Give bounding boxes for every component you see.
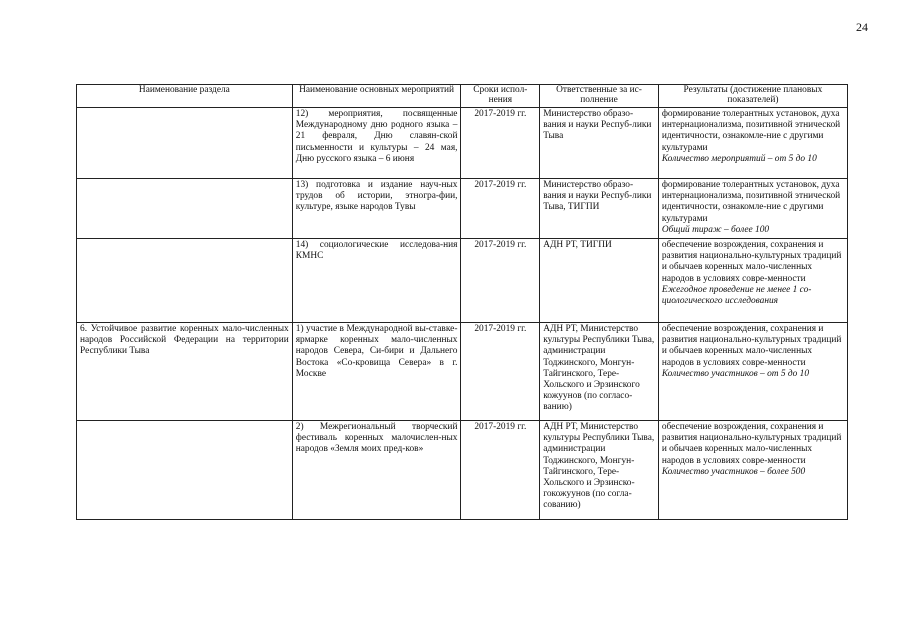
table-row <box>77 179 848 239</box>
activities-table <box>76 84 848 520</box>
header-section: Наименование раздела <box>77 85 293 108</box>
table-header-row <box>77 85 848 108</box>
table-row <box>77 239 848 323</box>
result-cell <box>658 179 847 239</box>
result-cell <box>658 108 847 179</box>
deadline-cell: 2017-2019 гг. <box>461 108 540 179</box>
responsible-cell: АДН РТ, ТИГПИ <box>540 239 659 323</box>
header-responsible: Ответственные за ис-полнение <box>540 85 659 108</box>
activity-cell: 2) Межрегиональный творческий фестиваль коренных малочислен-ных народов «Земля моих пред-ков» <box>292 421 461 520</box>
responsible-cell: Министерство образо-вания и науки Респуб-лики Тыва, ТИГПИ <box>540 179 659 239</box>
result-cell <box>658 421 847 520</box>
section-cell <box>77 179 293 239</box>
table-row <box>77 108 848 179</box>
result-text: обеспечение возрождения, сохранения и развития национально-культурных традиций и обычаев коренных мало-численных народов в условиях совре-менности <box>661 240 842 284</box>
activity-cell: 13) подготовка и издание науч-ных трудов об истории, этногра-фии, культуре, языке народов Тувы <box>292 179 461 239</box>
responsible-cell: Министерство образо-вания и науки Респуб-лики Тыва <box>540 108 659 179</box>
result-cell <box>658 323 847 421</box>
result-indicator: Количество участников – от 5 до 10 <box>661 368 810 379</box>
result-indicator: Общий тираж – более 100 <box>661 224 770 235</box>
deadline-cell: 2017-2019 гг. <box>461 421 540 520</box>
result-cell <box>658 239 847 323</box>
header-deadlines: Сроки испол-нения <box>461 85 540 108</box>
responsible-cell: АДН РТ, Министерство культуры Республики Тыва, администрации Тоджинского, Монгун-Тайгинского, Тере-Хольского и Эрзинско-гокожуунов (по согла-сованию) <box>540 421 659 520</box>
activity-cell: 1) участие в Международной вы-ставке-ярмарке коренных мало-численных народов Севера, Си-бири и Дальнего Востока «Со-кровища Севера» в г. Москве <box>292 323 461 421</box>
deadline-cell: 2017-2019 гг. <box>461 323 540 421</box>
result-indicator: Количество мероприятий – от 5 до 10 <box>661 153 817 164</box>
deadline-cell: 2017-2019 гг. <box>461 239 540 323</box>
activity-cell: 14) социологические исследова-ния КМНС <box>292 239 461 323</box>
result-text: обеспечение возрождения, сохранения и развития национально-культурных традиций и обычаев коренных мало-численных народов в условиях совре-менности <box>661 324 842 368</box>
section-cell <box>77 421 293 520</box>
result-indicator: Ежегодное проведение не менее 1 со-циологического исследования <box>661 284 812 307</box>
activity-cell: 12) мероприятия, посвященные Международному дню родного языка – 21 февраля, Дню славян-ской письменности и культуры – 24 мая, Дню русского языка – 6 июня <box>292 108 461 179</box>
result-text: формирование толерантных установок, духа интернационализма, позитивной этнической идентичности, ознакомле-ние с другими культурами <box>661 109 841 153</box>
section-cell <box>77 108 293 179</box>
result-text: формирование толерантных установок, духа интернационализма, позитивной этнической идентичности, ознакомле-ние с другими культурами <box>661 180 841 224</box>
page-number: 24 <box>856 20 868 34</box>
table-row <box>77 323 848 421</box>
section-cell: 6. Устойчивое развитие коренных мало-численных народов Российской Федерации на территории Республики Тыва <box>77 323 293 421</box>
deadline-cell: 2017-2019 гг. <box>461 179 540 239</box>
result-text: обеспечение возрождения, сохранения и развития национально-культурных традиций и обычаев коренных мало-численных народов в условиях совре-менности <box>661 422 842 466</box>
result-indicator: Количество участников – более 500 <box>661 466 806 477</box>
header-activities: Наименование основных мероприятий <box>292 85 461 108</box>
responsible-cell: АДН РТ, Министерство культуры Республики Тыва, администрации Тоджинского, Монгун-Тайгинского, Тере-Хольского и Эрзинского кожуунов (по согласо-ванию) <box>540 323 659 421</box>
table-row <box>77 421 848 520</box>
header-results: Результаты (достижение плановых показателей) <box>658 85 847 108</box>
section-cell <box>77 239 293 323</box>
